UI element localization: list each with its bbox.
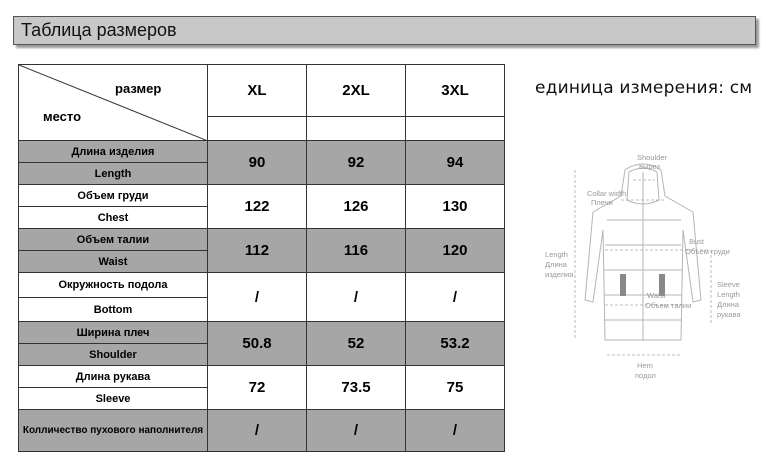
left-pocket [620, 274, 626, 296]
coat-measurement-diagram [525, 150, 760, 385]
diagram-sleeve-ru1: Длина [717, 300, 739, 309]
row-label-ru: Ширина плеч [19, 322, 208, 344]
diagram-collar-ru: Плечи [591, 198, 613, 207]
unit-note: единица измерения: см [535, 78, 753, 98]
row-label-en: Sleeve [19, 388, 208, 410]
table-cell: 94 [406, 141, 505, 185]
diagram-shoulder-ru: вырез [639, 162, 660, 171]
table-cell: / [208, 273, 307, 322]
row-label-en: Length [19, 163, 208, 185]
diagram-hem-en: Hem [637, 361, 653, 370]
diagram-waist-en: Waist [647, 291, 666, 300]
size-header-xl: XL [208, 65, 307, 117]
row-label-ru: Длина рукава [19, 366, 208, 388]
table-cell: 122 [208, 185, 307, 229]
table-cell: / [307, 410, 406, 452]
size-subheader-empty [307, 117, 406, 141]
table-cell: / [307, 273, 406, 322]
table-cell: 50.8 [208, 322, 307, 366]
table-cell: 53.2 [406, 322, 505, 366]
table-cell: / [406, 410, 505, 452]
corner-size-label: размер [115, 81, 162, 96]
row-label-ru: Объем талии [19, 229, 208, 251]
table-cell: 73.5 [307, 366, 406, 410]
title-bar [13, 16, 756, 45]
table-cell: 126 [307, 185, 406, 229]
size-subheader-empty [406, 117, 505, 141]
table-cell: / [406, 273, 505, 322]
diagram-shoulder-en: Shoulder [637, 153, 668, 162]
size-subheader-empty [208, 117, 307, 141]
diagram-sleeve-en2: Length [717, 290, 740, 299]
row-label-ru: Колличество пухового наполнителя [19, 410, 208, 452]
diagram-bust-ru: Объем груди [685, 247, 730, 256]
row-label-en: Bottom [19, 298, 208, 322]
row-label-en: Chest [19, 207, 208, 229]
row-label-ru: Окружность подола [19, 273, 208, 298]
table-cell: 116 [307, 229, 406, 273]
corner-place-label: место [43, 109, 82, 124]
diagram-length-en: Length [545, 250, 568, 259]
table-cell: 92 [307, 141, 406, 185]
size-table [18, 64, 505, 452]
table-cell: 130 [406, 185, 505, 229]
size-header-2xl: 2XL [307, 65, 406, 117]
diagram-collar-en: Collar width [587, 189, 627, 198]
diagram-hem-ru: подол [635, 371, 656, 380]
table-cell: / [208, 410, 307, 452]
diagram-length-ru2: изделия [545, 270, 574, 279]
table-cell: 120 [406, 229, 505, 273]
table-corner-cell [19, 65, 208, 141]
diagram-sleeve-en: Sleeve [717, 280, 740, 289]
row-label-en: Shoulder [19, 344, 208, 366]
row-label-ru: Длина изделия [19, 141, 208, 163]
corner-diagonal [19, 65, 208, 141]
table-cell: 112 [208, 229, 307, 273]
diagram-sleeve-ru2: рукава [717, 310, 741, 319]
diagram-length-ru1: Длина [545, 260, 567, 269]
row-label-en: Waist [19, 251, 208, 273]
table-cell: 75 [406, 366, 505, 410]
row-label-ru: Объем груди [19, 185, 208, 207]
diagram-bust-en: Bust [689, 237, 705, 246]
table-cell: 72 [208, 366, 307, 410]
page-title: Таблица размеров [21, 20, 177, 40]
table-cell: 90 [208, 141, 307, 185]
table-cell: 52 [307, 322, 406, 366]
diagram-waist-ru: Объем талии [645, 301, 692, 310]
size-header-3xl: 3XL [406, 65, 505, 117]
